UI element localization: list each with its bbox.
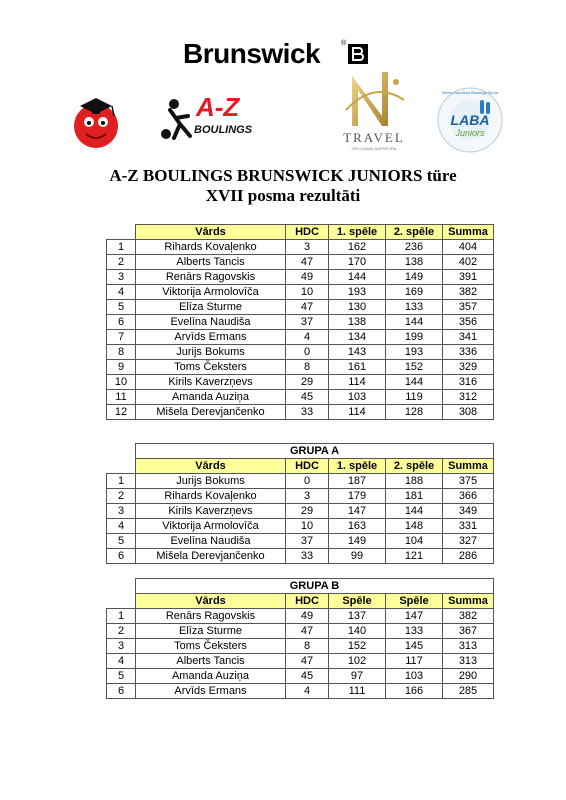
table-row <box>107 285 494 300</box>
hdc-cell: 8 <box>286 360 329 375</box>
game1-cell: 134 <box>329 330 386 345</box>
page-title: A-Z BOULINGS BRUNSWICK JUNIORS türe <box>109 166 457 185</box>
game2-cell: 145 <box>386 639 443 654</box>
total-cell: 356 <box>443 315 494 330</box>
total-cell: 391 <box>443 270 494 285</box>
name-cell: Elīza Sturme <box>136 624 286 639</box>
rank-cell: 11 <box>107 390 136 405</box>
name-cell: Rihards Kovaļenko <box>136 489 286 504</box>
header-row <box>107 459 494 474</box>
hdc-cell: 49 <box>286 270 329 285</box>
hdc-cell: 37 <box>286 315 329 330</box>
rank-cell: 1 <box>107 240 136 255</box>
game1-cell: 114 <box>329 375 386 390</box>
total-cell: 331 <box>443 519 494 534</box>
hdc-cell: 45 <box>286 390 329 405</box>
total-cell: 290 <box>443 669 494 684</box>
total-cell: 329 <box>443 360 494 375</box>
laba-main-text: LABA <box>450 112 490 128</box>
rank-cell: 5 <box>107 669 136 684</box>
table-row <box>107 345 494 360</box>
header-blank-cell <box>107 594 136 609</box>
table-row <box>107 375 494 390</box>
overall-results-table <box>106 224 494 420</box>
game2-cell: 149 <box>386 270 443 285</box>
name-cell: Viktorija Armolovīča <box>136 285 286 300</box>
hdc-cell: 47 <box>286 624 329 639</box>
az-boulings-bottom: BOULINGS <box>194 124 253 136</box>
table-row <box>107 639 494 654</box>
game2-cell: 138 <box>386 255 443 270</box>
total-cell: 313 <box>443 639 494 654</box>
az-academy-logo <box>52 86 140 156</box>
game1-cell: 140 <box>329 624 386 639</box>
total-cell: 357 <box>443 300 494 315</box>
group-b-table <box>106 578 494 699</box>
table-row <box>107 240 494 255</box>
column-header: HDC <box>286 225 329 240</box>
table-row <box>107 504 494 519</box>
game1-cell: 193 <box>329 285 386 300</box>
name-cell: Viktorija Armolovīča <box>136 519 286 534</box>
game1-cell: 162 <box>329 240 386 255</box>
table-row <box>107 270 494 285</box>
column-header: Summa <box>443 594 494 609</box>
name-cell: Alberts Tancis <box>136 654 286 669</box>
game1-cell: 152 <box>329 639 386 654</box>
registered-mark: ® <box>341 40 347 47</box>
rank-cell: 6 <box>107 315 136 330</box>
hdc-cell: 45 <box>286 669 329 684</box>
game1-cell: 114 <box>329 405 386 420</box>
laba-sub-text: Juniors <box>455 128 485 138</box>
hdc-cell: 0 <box>286 345 329 360</box>
total-cell: 404 <box>443 240 494 255</box>
hdc-cell: 37 <box>286 534 329 549</box>
table-row <box>107 405 494 420</box>
column-header: 2. spēle <box>386 459 443 474</box>
game1-cell: 111 <box>329 684 386 699</box>
game2-cell: 133 <box>386 624 443 639</box>
column-header: Summa <box>443 225 494 240</box>
column-header: Spēle <box>329 594 386 609</box>
header-row <box>107 225 494 240</box>
name-cell: Arvīds Ermans <box>136 684 286 699</box>
game2-cell: 119 <box>386 390 443 405</box>
column-header: 2. spēle <box>386 225 443 240</box>
hdc-cell: 47 <box>286 654 329 669</box>
game1-cell: 144 <box>329 270 386 285</box>
game1-cell: 170 <box>329 255 386 270</box>
name-cell: Mišela Derevjančenko <box>136 405 286 420</box>
rank-cell: 7 <box>107 330 136 345</box>
game1-cell: 138 <box>329 315 386 330</box>
game1-cell: 102 <box>329 654 386 669</box>
name-cell: Kirils Kaverzņevs <box>136 504 286 519</box>
column-header: HDC <box>286 459 329 474</box>
table-row <box>107 534 494 549</box>
game2-cell: 144 <box>386 315 443 330</box>
total-cell: 327 <box>443 534 494 549</box>
rank-cell: 6 <box>107 549 136 564</box>
column-header: 1. spēle <box>329 459 386 474</box>
rank-cell: 1 <box>107 474 136 489</box>
total-cell: 375 <box>443 474 494 489</box>
game2-cell: 128 <box>386 405 443 420</box>
brunswick-b-icon <box>348 44 368 64</box>
game2-cell: 169 <box>386 285 443 300</box>
rank-cell: 2 <box>107 255 136 270</box>
game2-cell: 152 <box>386 360 443 375</box>
rank-cell: 5 <box>107 300 136 315</box>
game1-cell: 147 <box>329 504 386 519</box>
name-cell: Amanda Auziņa <box>136 390 286 405</box>
hdc-cell: 10 <box>286 519 329 534</box>
group-title: GRUPA B <box>136 579 494 594</box>
game2-cell: 103 <box>386 669 443 684</box>
hdc-cell: 3 <box>286 240 329 255</box>
rank-cell: 2 <box>107 489 136 504</box>
table-row <box>107 519 494 534</box>
hdc-cell: 47 <box>286 300 329 315</box>
az-boulings-logo <box>160 92 260 146</box>
total-cell: 316 <box>443 375 494 390</box>
brunswick-wordmark: Brunswick <box>183 38 321 69</box>
game1-cell: 137 <box>329 609 386 624</box>
laba-top-text: Bērnu-Jauniešu Boulinga Skola <box>442 90 498 95</box>
rank-cell: 8 <box>107 345 136 360</box>
game1-cell: 103 <box>329 390 386 405</box>
group-a-table <box>106 443 494 564</box>
column-header: Vārds <box>136 225 286 240</box>
hdc-cell: 29 <box>286 375 329 390</box>
hdc-cell: 4 <box>286 330 329 345</box>
table-row <box>107 300 494 315</box>
travel-subtext: CELOJUMU AGENTURA <box>351 146 397 151</box>
game2-cell: 144 <box>386 504 443 519</box>
name-cell: Elīza Sturme <box>136 300 286 315</box>
table-row <box>107 255 494 270</box>
game2-cell: 188 <box>386 474 443 489</box>
table-row <box>107 549 494 564</box>
game2-cell: 148 <box>386 519 443 534</box>
rank-cell: 4 <box>107 519 136 534</box>
name-cell: Jurijs Bokums <box>136 345 286 360</box>
column-header: 1. spēle <box>329 225 386 240</box>
az-boulings-top: A-Z <box>196 92 240 122</box>
table-row <box>107 360 494 375</box>
name-cell: Renārs Ragovskis <box>136 609 286 624</box>
column-header: HDC <box>286 594 329 609</box>
total-cell: 382 <box>443 285 494 300</box>
travel-logo <box>338 70 410 156</box>
rank-cell: 4 <box>107 654 136 669</box>
brunswick-logo <box>183 38 373 70</box>
total-cell: 336 <box>443 345 494 360</box>
header-blank-cell <box>107 459 136 474</box>
laba-juniors-logo <box>436 86 504 154</box>
hdc-cell: 3 <box>286 489 329 504</box>
rank-cell: 6 <box>107 684 136 699</box>
game2-cell: 117 <box>386 654 443 669</box>
name-cell: Alberts Tancis <box>136 255 286 270</box>
game1-cell: 149 <box>329 534 386 549</box>
header-row <box>107 594 494 609</box>
game1-cell: 161 <box>329 360 386 375</box>
game2-cell: 199 <box>386 330 443 345</box>
total-cell: 308 <box>443 405 494 420</box>
game1-cell: 163 <box>329 519 386 534</box>
rank-cell: 3 <box>107 639 136 654</box>
group-title-row <box>107 579 494 594</box>
game1-cell: 143 <box>329 345 386 360</box>
column-header: Vārds <box>136 594 286 609</box>
total-cell: 341 <box>443 330 494 345</box>
hdc-cell: 4 <box>286 684 329 699</box>
blank-cell <box>107 579 136 594</box>
hdc-cell: 8 <box>286 639 329 654</box>
game2-cell: 121 <box>386 549 443 564</box>
game2-cell: 193 <box>386 345 443 360</box>
table-row <box>107 330 494 345</box>
column-header: Summa <box>443 459 494 474</box>
name-cell: Kirils Kaverzņevs <box>136 375 286 390</box>
game2-cell: 166 <box>386 684 443 699</box>
table-row <box>107 654 494 669</box>
blank-cell <box>107 444 136 459</box>
rank-cell: 9 <box>107 360 136 375</box>
game1-cell: 187 <box>329 474 386 489</box>
hdc-cell: 49 <box>286 609 329 624</box>
game2-cell: 144 <box>386 375 443 390</box>
name-cell: Toms Čeksters <box>136 360 286 375</box>
table-row <box>107 474 494 489</box>
table-row <box>107 624 494 639</box>
table-row <box>107 390 494 405</box>
hdc-cell: 33 <box>286 405 329 420</box>
total-cell: 285 <box>443 684 494 699</box>
page-subtitle: XVII posma rezultāti <box>205 186 361 205</box>
game2-cell: 133 <box>386 300 443 315</box>
name-cell: Evelīna Naudiša <box>136 315 286 330</box>
name-cell: Amanda Auziņa <box>136 669 286 684</box>
group-title: GRUPA A <box>136 444 494 459</box>
table-row <box>107 669 494 684</box>
name-cell: Evelīna Naudiša <box>136 534 286 549</box>
game2-cell: 181 <box>386 489 443 504</box>
game2-cell: 104 <box>386 534 443 549</box>
name-cell: Jurijs Bokums <box>136 474 286 489</box>
name-cell: Toms Čeksters <box>136 639 286 654</box>
table-row <box>107 315 494 330</box>
game1-cell: 130 <box>329 300 386 315</box>
rank-cell: 1 <box>107 609 136 624</box>
total-cell: 313 <box>443 654 494 669</box>
group-title-row <box>107 444 494 459</box>
rank-cell: 12 <box>107 405 136 420</box>
table-row <box>107 489 494 504</box>
rank-cell: 2 <box>107 624 136 639</box>
column-header: Vārds <box>136 459 286 474</box>
game1-cell: 99 <box>329 549 386 564</box>
table-row <box>107 684 494 699</box>
total-cell: 366 <box>443 489 494 504</box>
total-cell: 349 <box>443 504 494 519</box>
hdc-cell: 10 <box>286 285 329 300</box>
total-cell: 286 <box>443 549 494 564</box>
hdc-cell: 29 <box>286 504 329 519</box>
game1-cell: 179 <box>329 489 386 504</box>
name-cell: Renārs Ragovskis <box>136 270 286 285</box>
header-blank-cell <box>107 225 136 240</box>
total-cell: 367 <box>443 624 494 639</box>
table-row <box>107 609 494 624</box>
rank-cell: 5 <box>107 534 136 549</box>
game2-cell: 147 <box>386 609 443 624</box>
name-cell: Arvīds Ermans <box>136 330 286 345</box>
rank-cell: 3 <box>107 270 136 285</box>
rank-cell: 4 <box>107 285 136 300</box>
total-cell: 312 <box>443 390 494 405</box>
name-cell: Rihards Kovaļenko <box>136 240 286 255</box>
column-header: Spēle <box>386 594 443 609</box>
game1-cell: 97 <box>329 669 386 684</box>
rank-cell: 3 <box>107 504 136 519</box>
hdc-cell: 33 <box>286 549 329 564</box>
travel-text: TRAVEL <box>343 130 405 145</box>
hdc-cell: 0 <box>286 474 329 489</box>
hdc-cell: 47 <box>286 255 329 270</box>
total-cell: 402 <box>443 255 494 270</box>
rank-cell: 10 <box>107 375 136 390</box>
name-cell: Mišela Derevjančenko <box>136 549 286 564</box>
game2-cell: 236 <box>386 240 443 255</box>
total-cell: 382 <box>443 609 494 624</box>
